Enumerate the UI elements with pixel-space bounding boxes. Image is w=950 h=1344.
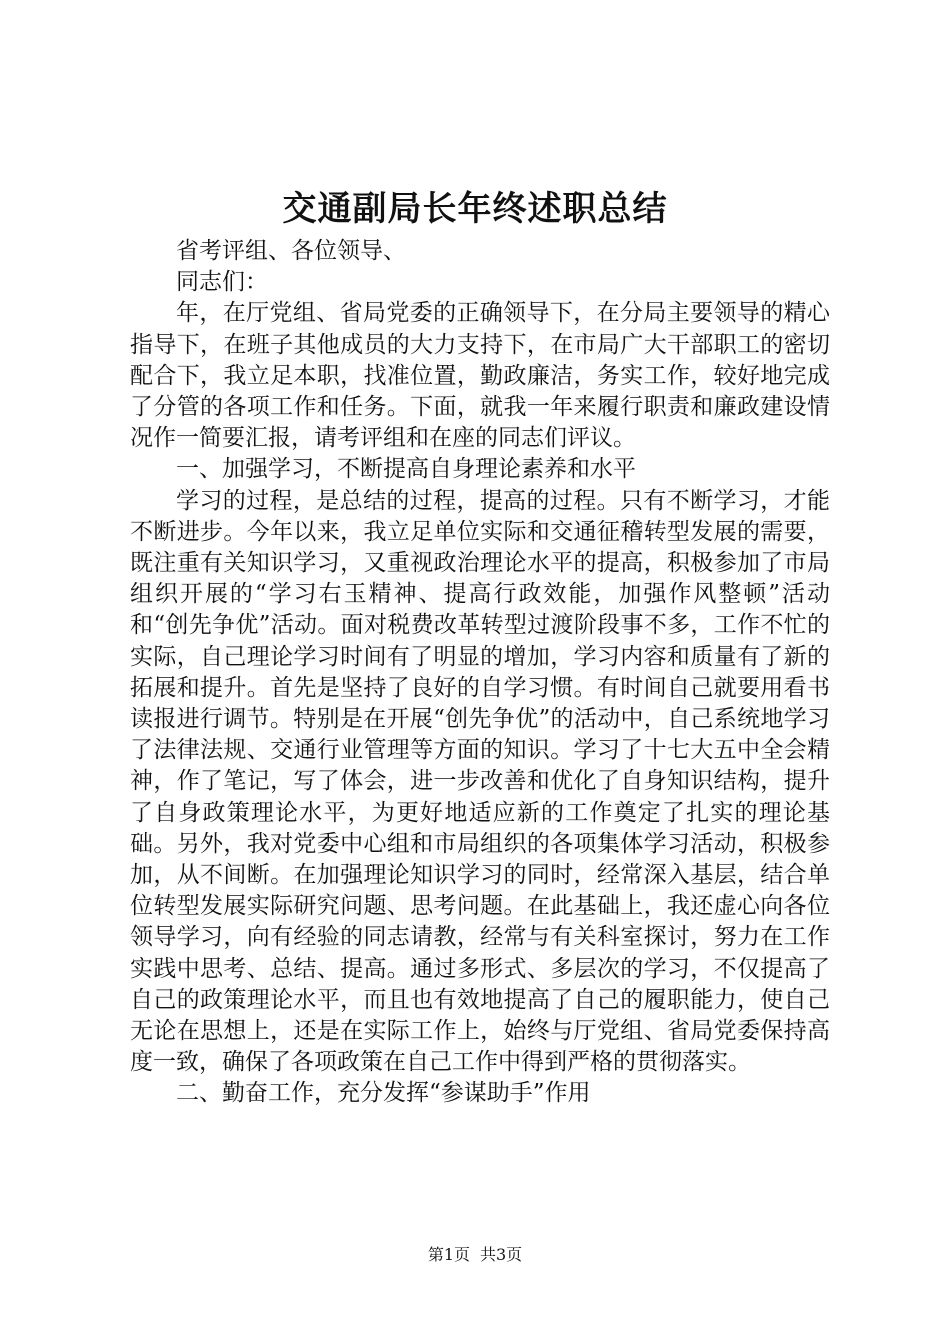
page-footer xyxy=(0,1243,950,1267)
salutation-line-2: 同志们： xyxy=(176,269,268,296)
document-body xyxy=(130,236,830,1110)
section-1-paragraph: 学习的过程，是总结的过程，提高的过程。只有不断学习，才能不断进步。今年以来，我立足单位实际和交通征稽转型发展的需要，既注重有关知识学习，又重视政治理论水平的提高，积极参加了市局组织开展的“学习右玉精神、提高行政效能，加强作风整顿”活动和“创先争优”活动。面对税费改革转型过渡阶段事不多，工作不忙的实际，自己理论学习时间有了明显的增加，学习内容和质量有了新的拓展和提升。首先是坚持了良好的自学习惯。有时间自己就要用看书读报进行调节。特别是在开展“创先争优”的活动中，自己系统地学习了法律法规、交通行业管理等方面的知识。学习了十七大五中全会精神，作了笔记，写了体会，进一步改善和优化了自身知识结构，提升了自身政策理论水平，为更好地适应新的工作奠定了扎实的理论基础。另外，我对党委中心组和市局组织的各项集体学习活动，积极参加，从不间断。在加强理论知识学习的同时，经常深入基层，结合单位转型发展实际研究问题、思考问题。在此基础上，我还虚心向各位领导学习，向有经验的同志请教，经常与有关科室探讨，努力在工作实践中思考、总结、提高。通过多形式、多层次的学习，不仅提高了自己的政策理论水平，而且也有效地提高了自己的履职能力，使自己无论在思想上，还是在实际工作上，始终与厅党组、省局党委保持高度一致，确保了各项政策在自己工作中得到严格的贯彻落实。 xyxy=(130,487,830,1076)
intro-paragraph: 年，在厅党组、省局党委的正确领导下，在分局主要领导的精心指导下，在班子其他成员的大力支持下，在市局广大干部职工的密切配合下，我立足本职，找准位置，勤政廉洁，务实工作，较好地完成了分管的各项工作和任务。下面，就我一年来履行职责和廉政建设情况作一简要汇报，请考评组和在座的同志们评议。 xyxy=(130,300,830,452)
section-heading-1: 一、加强学习，不断提高自身理论素养和水平 xyxy=(176,456,636,483)
page-total: 共3页 xyxy=(480,1245,523,1264)
document-title: 交通副局长年终述职总结 xyxy=(282,189,668,229)
page-number: 第1页 xyxy=(427,1245,470,1264)
salutation-line-1: 省考评组、各位领导、 xyxy=(176,238,406,264)
section-heading-2: 二、勤奋工作，充分发挥“参谋助手”作用 xyxy=(176,1080,591,1107)
